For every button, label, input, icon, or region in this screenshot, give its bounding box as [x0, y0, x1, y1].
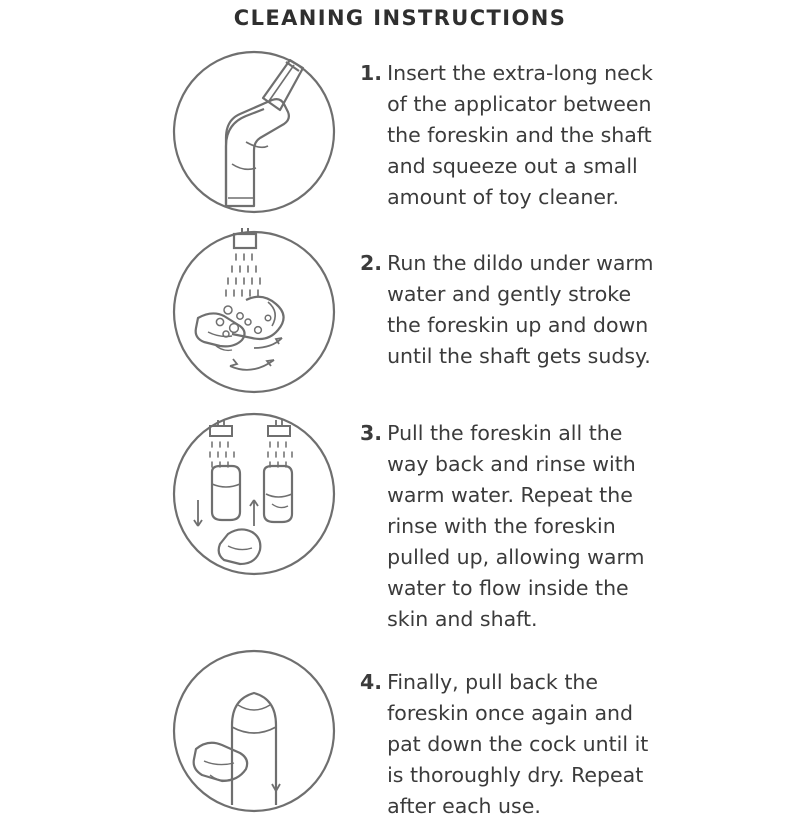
shower-water-suds-hand-icon	[168, 226, 340, 398]
step-3-text-block	[340, 408, 800, 635]
step-1-description: Insert the extra-long neck of the applicator between the foreskin and the shaft and squeeze out a small amount of toy cleaner.	[387, 61, 653, 209]
step-4-illustration	[168, 645, 340, 817]
step-3-description: Pull the foreskin all the way back and rinse with warm water. Repeat the rinse with the foreskin pulled up, allowing warm water to flow inside the skin and shaft.	[387, 421, 645, 631]
step-4-description: Finally, pull back the foreskin once again and pat down the cock until it is thoroughly dry. Repeat after each use.	[387, 670, 649, 818]
applicator-bottle-on-shaft-icon	[168, 46, 340, 218]
step-4-number: 4.	[360, 670, 383, 694]
steps-list	[0, 46, 800, 822]
step-4-text-block	[340, 645, 800, 822]
list-item	[0, 46, 800, 218]
step-3-illustration	[168, 408, 340, 580]
step-3-number: 3.	[360, 421, 383, 445]
step-2-number: 2.	[360, 251, 383, 275]
step-2-description: Run the dildo under warm water and gently stroke the foreskin up and down until the shaft gets sudsy.	[387, 251, 654, 368]
list-item	[0, 645, 800, 822]
step-1-illustration	[168, 46, 340, 218]
step-2-illustration	[168, 226, 340, 398]
hand-pat-dry-icon	[168, 645, 340, 817]
step-2-text-block	[340, 226, 800, 372]
list-item	[0, 226, 800, 398]
page-title: CLEANING INSTRUCTIONS	[233, 6, 567, 30]
step-1-text-block	[340, 46, 800, 213]
two-showers-rinse-arrows-icon	[168, 408, 340, 580]
list-item	[0, 408, 800, 635]
step-1-number: 1.	[360, 61, 383, 85]
